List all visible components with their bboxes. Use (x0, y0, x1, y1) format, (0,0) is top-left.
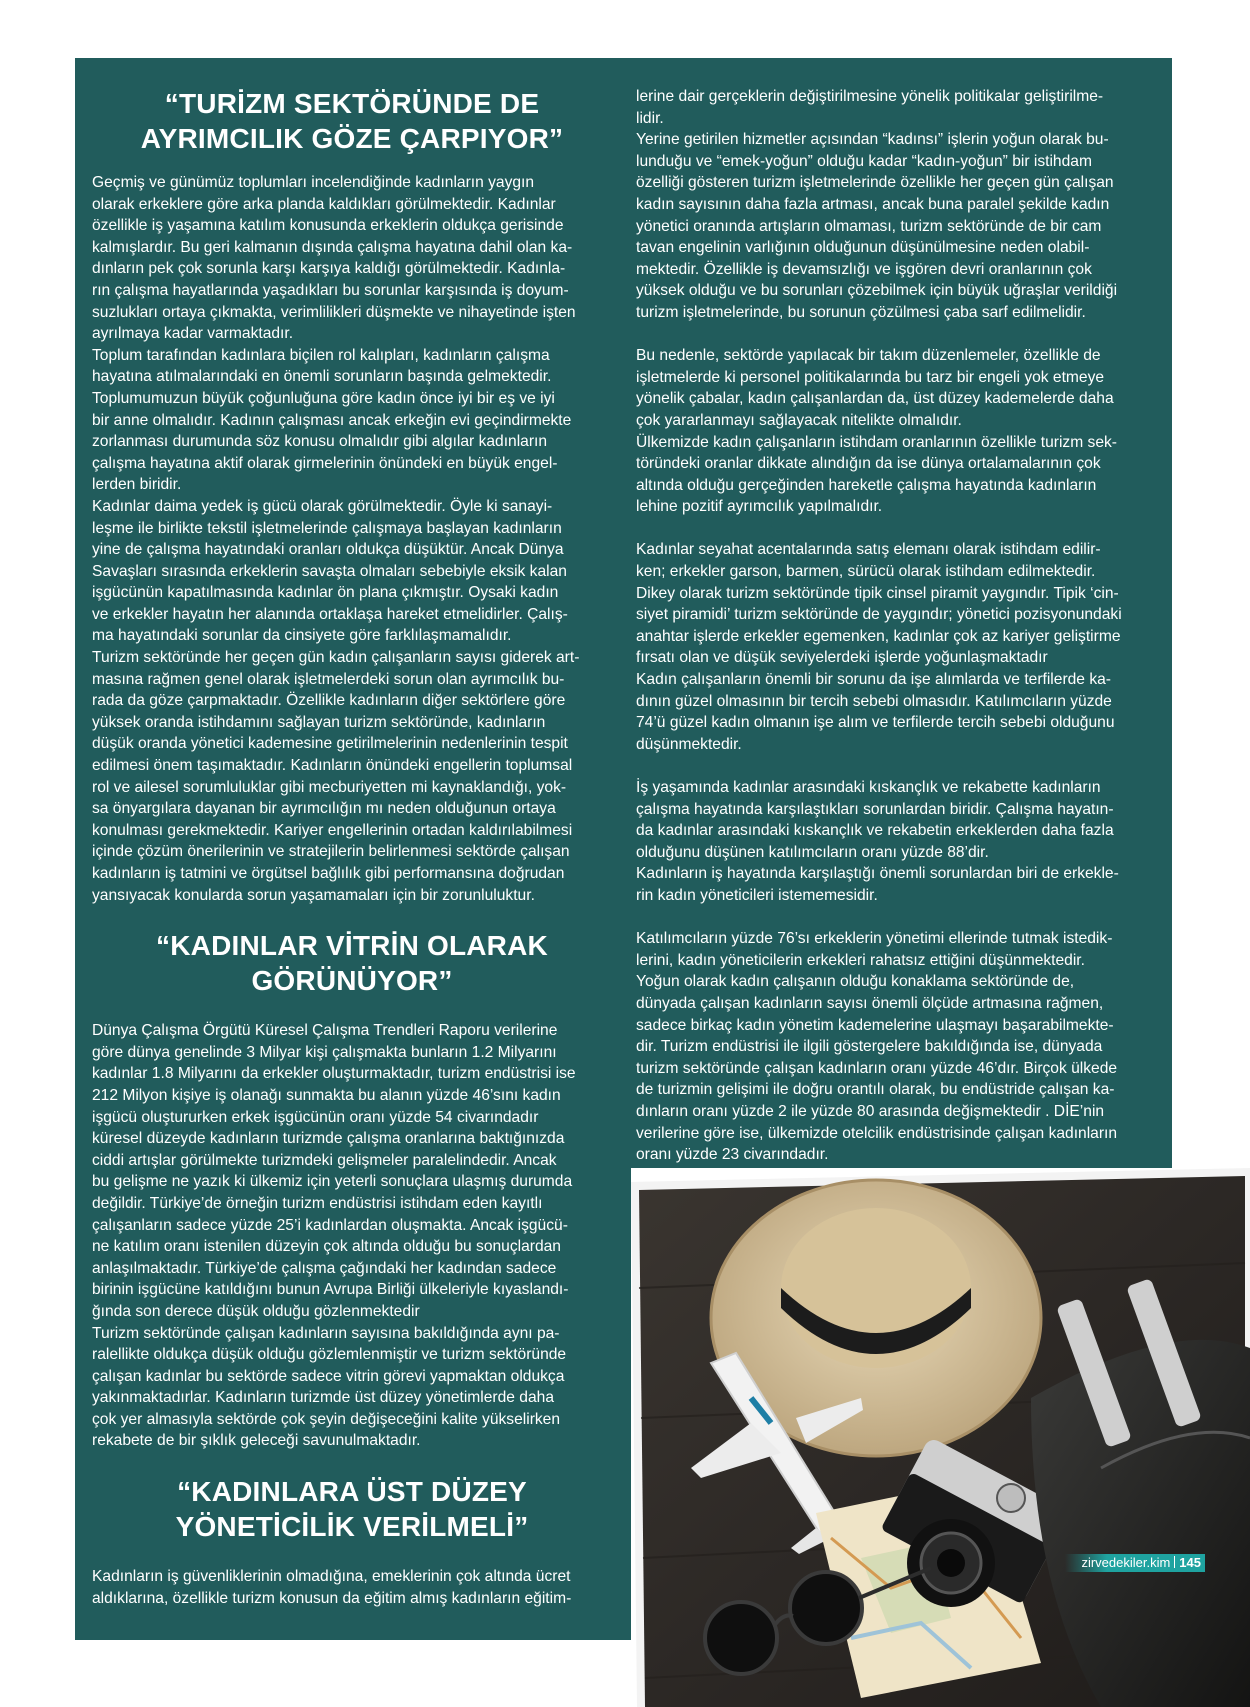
footer-separator (1174, 1556, 1175, 1568)
right-paragraph-1: lerine dair gerçeklerin değiştirilmesine yönelik politikalar geliştirilme- lidir. Yerine getirilen hizmetler açısından “kadınsı” işlerin yoğun olarak bu- lunduğu ve “emek-yoğun” olduğu kadar “kadın-yoğun” bir istihdam özelliği gösteren turizm işletmelerinde özellikle her geçen gün çalışan kadın sayısının daha fazla artması, ancak buna paralel şekilde kadın yönetici oranında artışların olmaması, turizm sektöründe de bir cam tavan engelinin varlığının olduğunun düşünülmesine neden olabil- mektedir. Özellikle iş devamsızlığı ve işgören devri oranlarının çok yüksek olduğu ve bu sorunları çözebilmek için büyük uğraşlar verildiği turizm işletmelerinde, bu sorunun çözülmesi çaba sarf edilmelidir. (636, 88, 1118, 321)
right-paragraph-5: Katılımcıların yüzde 76’sı erkeklerin yönetimi ellerinde tutmak istedik- lerini, kadın yöneticilerin erkekleri rahatsız ettiğini düşünmektedir. Yoğun olarak kadın çalışanın olduğu konaklama sektöründe de, dünyada çalışan kadınların sayısı önemli ölçüde artmasına rağmen, sadece birkaç kadın yönetim kademelerine ulaşmayı başarabilmekte- dir. Turizm endüstrisi ile ilgili göstergelere bakıldığında ise, dünyada turizm sektöründe çalışan kadınların oranı yüzde 46’dır. Birçok ülkede de turizmin gelişimi ile doğru orantılı olarak, bu endüstride çalışan ka- dınların oranı yüzde 2 ile yüzde 80 arasında değişmektedir . DİE’nin verilerine göre ise, ülkemizde otelcilik endüstrisinde çalışan kadınların oranı yüzde 23 civarındadır. (636, 930, 1118, 1164)
travel-photo-illustration (631, 1168, 1250, 1707)
section-title-management: “KADINLARA ÜST DÜZEY YÖNETİCİLİK VERİLMELİ” (175, 1476, 529, 1543)
page-number: 145 (1179, 1555, 1201, 1570)
right-paragraph-3: Kadınlar seyahat acentalarında satış elemanı olarak istihdam edilir- ken; erkekler garson, barmen, sürücü olarak istihdam edilmektedir. Dikey olarak turizm sektöründe tipik cinsel piramit yaygındır. Tipik ‘cin- siyet piramidi’ turizm sektöründe de yaygındır; yönetici pozisyonundaki anahtar işlerde erkekler egemenken, kadınlar çok az kariyer geliştirme fırsatı olan ve düşük seviyelerdeki işlerde yoğunlaşmaktadır Kadın çalışanların önemli bir sorunu da işe alımlarda ve terfilerde ka- dının güzel olmasının bir tercih sebebi olmasıdır. Katılımcıların yüzde 74’ü güzel kadın olmanın işe alım ve terfilerde tercih sebebi olduğunu düşünmektedir. (636, 541, 1122, 753)
left-paragraph-3: Kadınların iş güvenliklerinin olmadığına, emeklerinin çok altında ücret aldıklarına, özellikle turizm konusun da eğitim almış kadınların eğitim- (92, 1568, 572, 1607)
left-paragraph-2: Dünya Çalışma Örgütü Küresel Çalışma Trendleri Raporu verilerine göre dünya genelinde 3 Milyar kişi çalışmakta bunların 1.2 Milyarını kadınlar 1.8 Milyarını da erkekler oluşturmaktadır, turizm endüstrisi ise 212 Milyon kişiye iş olanağı sunmakta bu alanın yüzde 46’sını kadın işgücü oluştururken erkek işgücünün oranı yüzde 54 civarındadır küresel düzeyde kadınların turizmde çalışma oranlarına baktığınızda ciddi artışlar görülmekte turizmdeki gelişmeler paralelindedir. Ancak bu gelişme ne yazık ki ülkemiz için yeterli sonuçlara ulaşmış durumda değildir. Türkiye’de örneğin turizm endüstrisi istihdam eden kayıtlı çalışanların sadece yüzde 25’i kadınlardan oluşmakta. Ancak işgücü- ne katılım oranı istenilen düzeyin çok altında olduğu bu sonuçlardan anlaşılmaktadır. Türkiye’de çalışma çağındaki her kadından sadece birinin işgücüne katıldığını bunun Avrupa Birliği ülkeleriyle kıyaslandı- ğında son derece düşük olduğu gözlenmektedir Turizm sektöründe çalışan kadınların sayısına bakıldığında aynı pa- ralellikte oldukça düşük olduğu gözlemlenmiştir ve turizm sektöründe çalışan kadınlar bu sektörde sadece vitrin görevi yapmaktan oldukça yakınmaktadırlar. Kadınların turizmde üst düzey yönetimlerde daha çok yer almasıyla sektörde çok şeyin değişeceğini kalite yükselirken rekabete de bir şıklık geleceği savunulmaktadır. (92, 1022, 576, 1450)
page-footer (1065, 1554, 1205, 1572)
right-paragraph-2: Bu nedenle, sektörde yapılacak bir takım düzenlemeler, özellikle de işletmelerde ki personel politikalarında bu tarz bir engeli yok etmeye yönelik çabalar, kadın çalışanlardan da, üst düzey kademelerde daha çok yararlanmayı sağlayacak nitelikte olmalıdır. Ülkemizde kadın çalışanların istihdam oranlarının özellikle turizm sek- töründeki oranlar dikkate alındığın da ise dünya ortalamalarının çok altında olduğu gerçeğinden hareketle çalışma hayatında kadınların lehine pozitif ayrımcılık yapılmalıdır. (636, 347, 1118, 516)
travel-photo (631, 1168, 1250, 1707)
right-column (636, 86, 1158, 1166)
right-paragraph-4: İş yaşamında kadınlar arasındaki kıskançlık ve rekabette kadınların çalışma hayatında karşılaştıkları sorunlardan biridir. Çalışma hayatın- da kadınlar arasındaki kıskançlık ve rekabetin erkeklerden daha fazla olduğunu düşünen katılımcıların oranı yüzde 88’dir. Kadınların iş hayatında karşılaştığı önemli sorunlardan biri de erkekle- rin kadın yöneticileri istememesidir. (636, 779, 1119, 904)
left-column (92, 86, 612, 1609)
left-paragraph-1: Geçmiş ve günümüz toplumları incelendiğinde kadınların yaygın olarak erkeklere göre arka planda kaldıkları görülmektedir. Kadınlar özellikle iş yaşamına katılım konusunda erkeklerin oldukça gerisinde kalmışlardır. Bu geri kalmanın dışında çalışma hayatına dahil olan ka- dınların pek çok sorunla karşı karşıya kaldığı görülmektedir. Kadınla- rın çalışma hayatlarında yaşadıkları bu sorunlar karşısında iş doyum- suzlukları ortaya çıkmakta, verimlilikleri düşmekte ve nihayetinde işten ayrılmaya kadar varmaktadır. Toplum tarafından kadınlara biçilen rol kalıpları, kadınların çalışma hayatına atılmalarındaki en önemli sorunların başında gelmektedir. Toplumumuzun büyük çoğunluğuna göre kadın önce iyi bir eş ve iyi bir anne olmalıdır. Kadının çalışması ancak erkeğin evi geçindirmekte zorlanması durumunda söz konusu olmalıdır gibi algılar kadınların çalışma hayatına aktif olarak girmelerinin önündeki en büyük engel- lerden biridir. Kadınlar daima yedek iş gücü olarak görülmektedir. Öyle ki sanayi- leşme ile birlikte tekstil işletmelerinde çalışmaya başlayan kadınların yine de çalışma hayatındaki oranları oldukça düşüktür. Ancak Dünya Savaşları sırasında erkeklerin savaşta olmaları sebebiyle eksik kalan işgücünün kapatılmasında kadınlar ön plana çıkmıştır. Oysaki kadın ve erkekler hayatın her alanında ortaklaşa hareket etmelidirler. Çalış- ma hayatındaki sorunlar da cinsiyete göre farklılaşmamalıdır. Turizm sektöründe her geçen gün kadın çalışanların sayısı giderek art- masına rağmen genel olarak işletmelerdeki sorun olan ayrımcılık bu- rada da göze çarpmaktadır. Özellikle kadınların diğer sektörlere göre yüksek oranda istihdamını sağlayan turizm sektöründe, kadınların düşük oranda yönetici kademesine getirilmelerinin nedenlerinin tespit edilmesi önem taşımaktadır. Kadınların önündeki engellerin toplumsal rol ve ailesel sorumluluklar gibi mecburiyetten mi kaynaklandığı, yok- sa önyargılara dayanan bir ayrımcılığın mı neden olduğunun ortaya konulması gerekmektedir. Kariyer engellerinin ortadan kaldırılabilmesi içinde çözüm önerilerinin ve stratejilerin belirlenmesi sektörde çalışan kadınların iş tatmini ve örgütsel bağlılık gibi performansına doğrudan yansıyacak konularda sorun yaşamamaları için bir zorunluluktur. (92, 174, 580, 904)
footer-site: zirvedekiler.kim (1081, 1555, 1171, 1570)
section-title-showcase: “KADINLAR VİTRİN OLARAK GÖRÜNÜYOR” (156, 930, 548, 997)
section-title-discrimination: “TURİZM SEKTÖRÜNDE DE AYRIMCILIK GÖZE ÇARPIYOR” (140, 88, 564, 154)
